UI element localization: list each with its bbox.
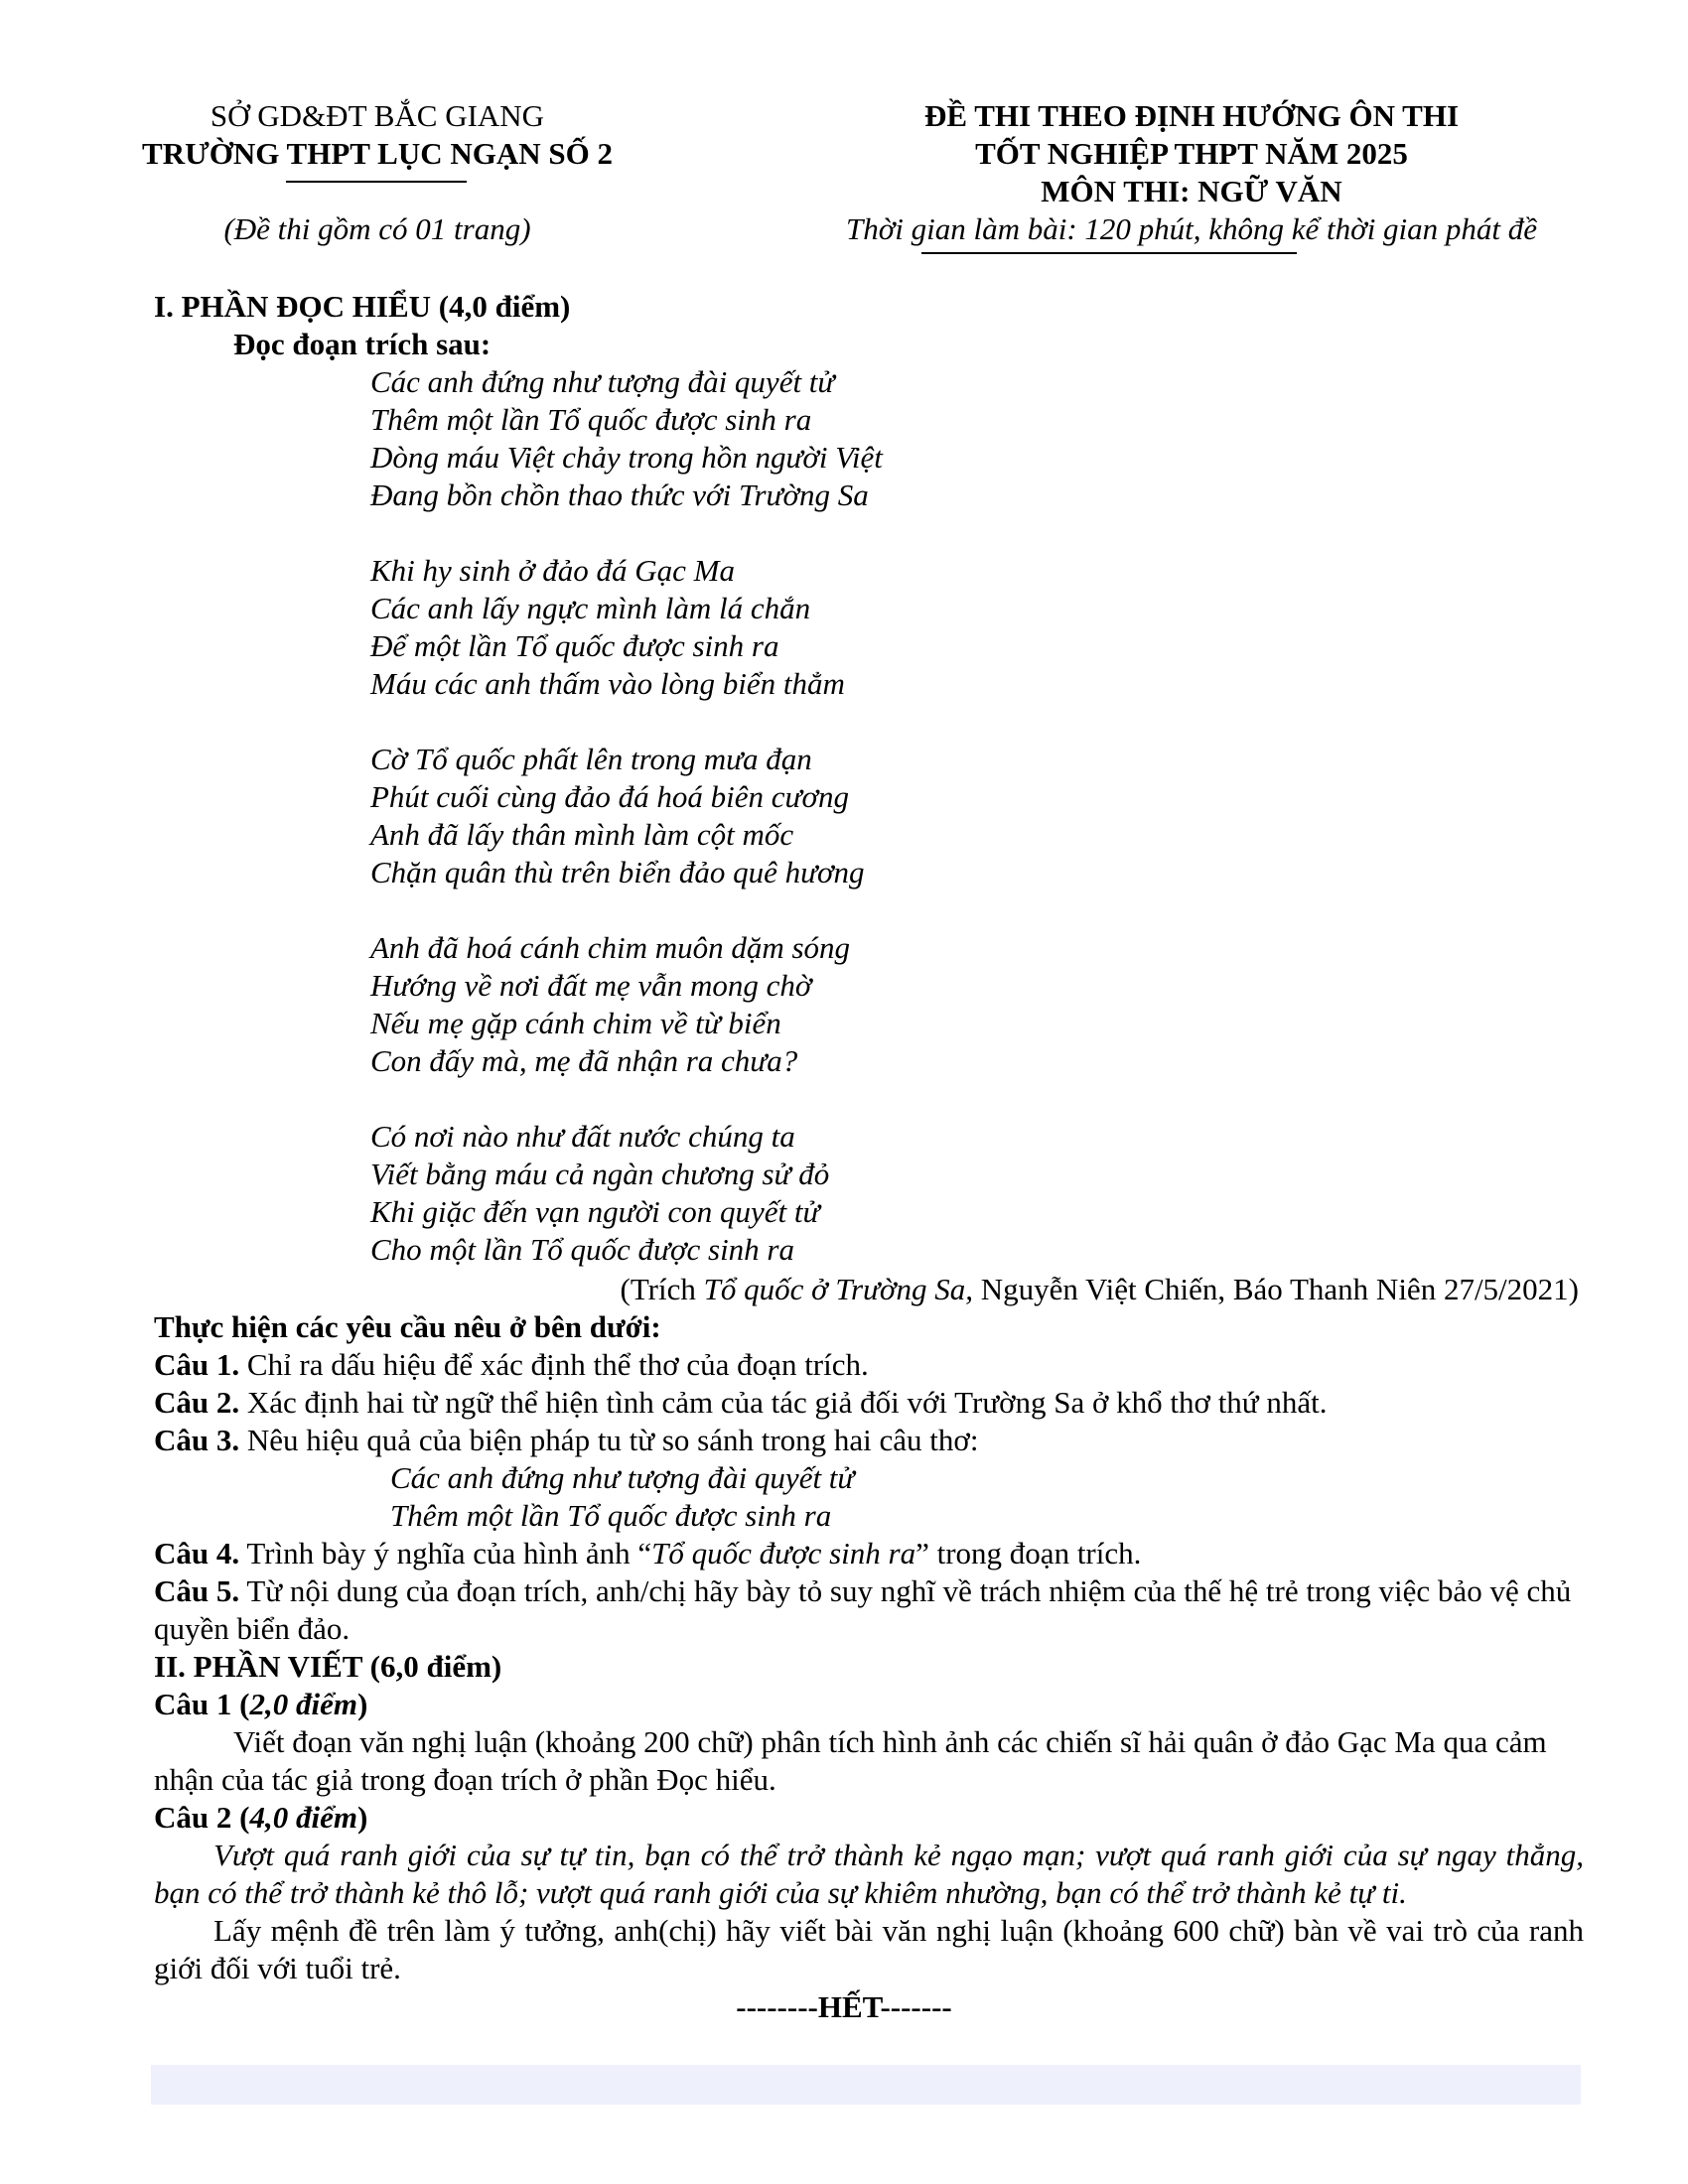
poem-line: Viết bằng máu cả ngàn chương sử đỏ: [370, 1157, 830, 1191]
question-label: Câu 1.: [154, 1347, 240, 1382]
writing-q2-text: Lấy mệnh đề trên làm ý tưởng, anh(chị) hãy viết bài văn nghị luận (khoảng 600 chữ) bàn về vai trò của ranh giới đối với tuổi trẻ.: [154, 1913, 1584, 1985]
end-mark: --------HẾT-------: [736, 1989, 952, 2024]
writing-q1-text: Viết đoạn văn nghị luận (khoảng 200 chữ) phân tích hình ảnh các chiến sĩ hải quân ở đảo Gạc Ma qua cảm nhận của tác giả trong đoạn trích ở phần Đọc hiểu.: [154, 1724, 1547, 1797]
source-prefix: (Trích: [620, 1272, 704, 1306]
writing-heading: II. PHẦN VIẾT (6,0 điểm): [154, 1649, 502, 1684]
title-underline: [921, 252, 1297, 254]
poem-line: Phút cuối cùng đảo đá hoá biên cương: [370, 779, 850, 814]
poem-stanza: [370, 363, 1562, 514]
poem-line: Khi giặc đến vạn người con quyết tử: [370, 1194, 820, 1229]
question-text: ” trong đoạn trích.: [915, 1536, 1142, 1570]
poem-line: Nếu mẹ gặp cánh chim về từ biển: [370, 1006, 781, 1040]
poem-line: Cờ Tổ quốc phất lên trong mưa đạn: [370, 742, 812, 776]
question-text: Từ nội dung của đoạn trích, anh/chị hãy bày tỏ suy nghĩ về trách nhiệm của thế hệ trẻ trong việc bảo vệ chủ quyền biển đảo.: [154, 1573, 1572, 1646]
writing-q1-heading: Câu 1 (2,0 điểm): [154, 1687, 368, 1721]
poem-stanza: [370, 552, 1562, 703]
header-right: [695, 97, 1688, 248]
school-name: TRƯỜNG THPT LỤC NGẠN SỐ 2: [142, 136, 613, 171]
exam-subject: MÔN THI: NGỮ VĂN: [1041, 174, 1342, 208]
header-left: [119, 97, 635, 248]
question-1: [154, 1346, 1584, 1384]
writing-q2-heading: Câu 2 (4,0 điểm): [154, 1800, 368, 1835]
poem-source: [621, 1271, 1580, 1308]
poem-line: Hướng về nơi đất mẹ vẫn mong chờ: [370, 968, 812, 1003]
school-underline: [286, 181, 467, 183]
source-rest: Nguyễn Việt Chiến, Báo Thanh Niên 27/5/2021): [972, 1272, 1579, 1306]
questions-block: [154, 1308, 1584, 1987]
question-3: [154, 1422, 1584, 1459]
poem-line: Các anh lấy ngực mình làm lá chắn: [370, 591, 811, 625]
poem-line: Có nơi nào như đất nước chúng ta: [370, 1119, 795, 1154]
poem-stanza: [370, 929, 1562, 1080]
poem: [370, 363, 1562, 1269]
question-text: Trình bày ý nghĩa của hình ảnh “: [239, 1536, 652, 1570]
poem-line: Để một lần Tổ quốc được sinh ra: [370, 628, 779, 663]
poem-line: Máu các anh thấm vào lòng biển thẳm: [370, 666, 845, 701]
question-text: Xác định hai từ ngữ thể hiện tình cảm của tác giả đối với Trường Sa ở khổ thơ thứ nhất.: [239, 1385, 1328, 1420]
poem-line: Chặn quân thù trên biển đảo quê hương: [370, 855, 865, 889]
poem-stanza: [370, 1118, 1562, 1269]
writing-q1-label: Câu 1: [154, 1687, 232, 1721]
question-label: Câu 3.: [154, 1423, 240, 1457]
writing-q2-quote: Vượt quá ranh giới của sự tự tin, bạn có thể trở thành kẻ ngạo mạn; vượt quá ranh giới của sự ngay thẳng, bạn có thể trở thành kẻ thô lỗ; vượt quá ranh giới của sự khiêm nhường, bạn có thể trở thành kẻ tự ti.: [154, 1838, 1584, 1910]
poem-line: Anh đã hoá cánh chim muôn dặm sóng: [370, 930, 851, 965]
question-label: Câu 2.: [154, 1385, 240, 1420]
poem-line: Thêm một lần Tổ quốc được sinh ra: [370, 402, 812, 437]
poem-line: Anh đã lấy thân mình làm cột mốc: [370, 817, 794, 852]
source-work: Tổ quốc ở Trường Sa,: [703, 1272, 973, 1306]
question-2: [154, 1384, 1584, 1422]
question-3-quote-line: Thêm một lần Tổ quốc được sinh ra: [390, 1498, 832, 1533]
writing-q2-points: 4,0 điểm: [249, 1800, 357, 1835]
time-note: Thời gian làm bài: 120 phút, không kể thời gian phát đề: [845, 211, 1538, 246]
pages-note: (Đề thi gồm có 01 trang): [223, 211, 531, 246]
exam-title-line1: ĐỀ THI THEO ĐỊNH HƯỚNG ÔN THI: [923, 98, 1460, 133]
footer-band: [151, 2065, 1581, 2105]
question-emphasis: Tổ quốc được sinh ra: [651, 1536, 916, 1570]
question-3-quote-line: Các anh đứng như tượng đài quyết tử: [390, 1460, 855, 1495]
writing-q1-points: 2,0 điểm: [249, 1687, 357, 1721]
poem-line: Cho một lần Tổ quốc được sinh ra: [370, 1232, 794, 1267]
question-label: Câu 5.: [154, 1573, 240, 1608]
poem-line: Con đấy mà, mẹ đã nhận ra chưa?: [370, 1043, 798, 1078]
poem-line: Đang bồn chồn thao thức với Trường Sa: [370, 478, 869, 512]
reading-intro: Đọc đoạn trích sau:: [233, 327, 492, 361]
exam-title-line2: TỐT NGHIỆP THPT NĂM 2025: [975, 136, 1408, 171]
department-name: SỞ GD&ĐT BẮC GIANG: [210, 98, 545, 133]
poem-line: Các anh đứng như tượng đài quyết tử: [370, 364, 835, 399]
question-text: Nêu hiệu quả của biện pháp tu từ so sánh trong hai câu thơ:: [239, 1423, 979, 1457]
tasks-heading: Thực hiện các yêu cầu nêu ở bên dưới:: [154, 1309, 661, 1344]
poem-stanza: [370, 741, 1562, 891]
poem-line: Dòng máu Việt chảy trong hồn người Việt: [370, 440, 883, 475]
poem-line: Khi hy sinh ở đảo đá Gạc Ma: [370, 553, 735, 588]
question-label: Câu 4.: [154, 1536, 240, 1570]
writing-q2-label: Câu 2: [154, 1800, 232, 1835]
question-5: [154, 1572, 1584, 1648]
question-4: [154, 1535, 1584, 1572]
question-text: Chỉ ra dấu hiệu để xác định thể thơ của đoạn trích.: [239, 1347, 869, 1382]
reading-heading: I. PHẦN ĐỌC HIỂU (4,0 điểm): [154, 289, 571, 324]
